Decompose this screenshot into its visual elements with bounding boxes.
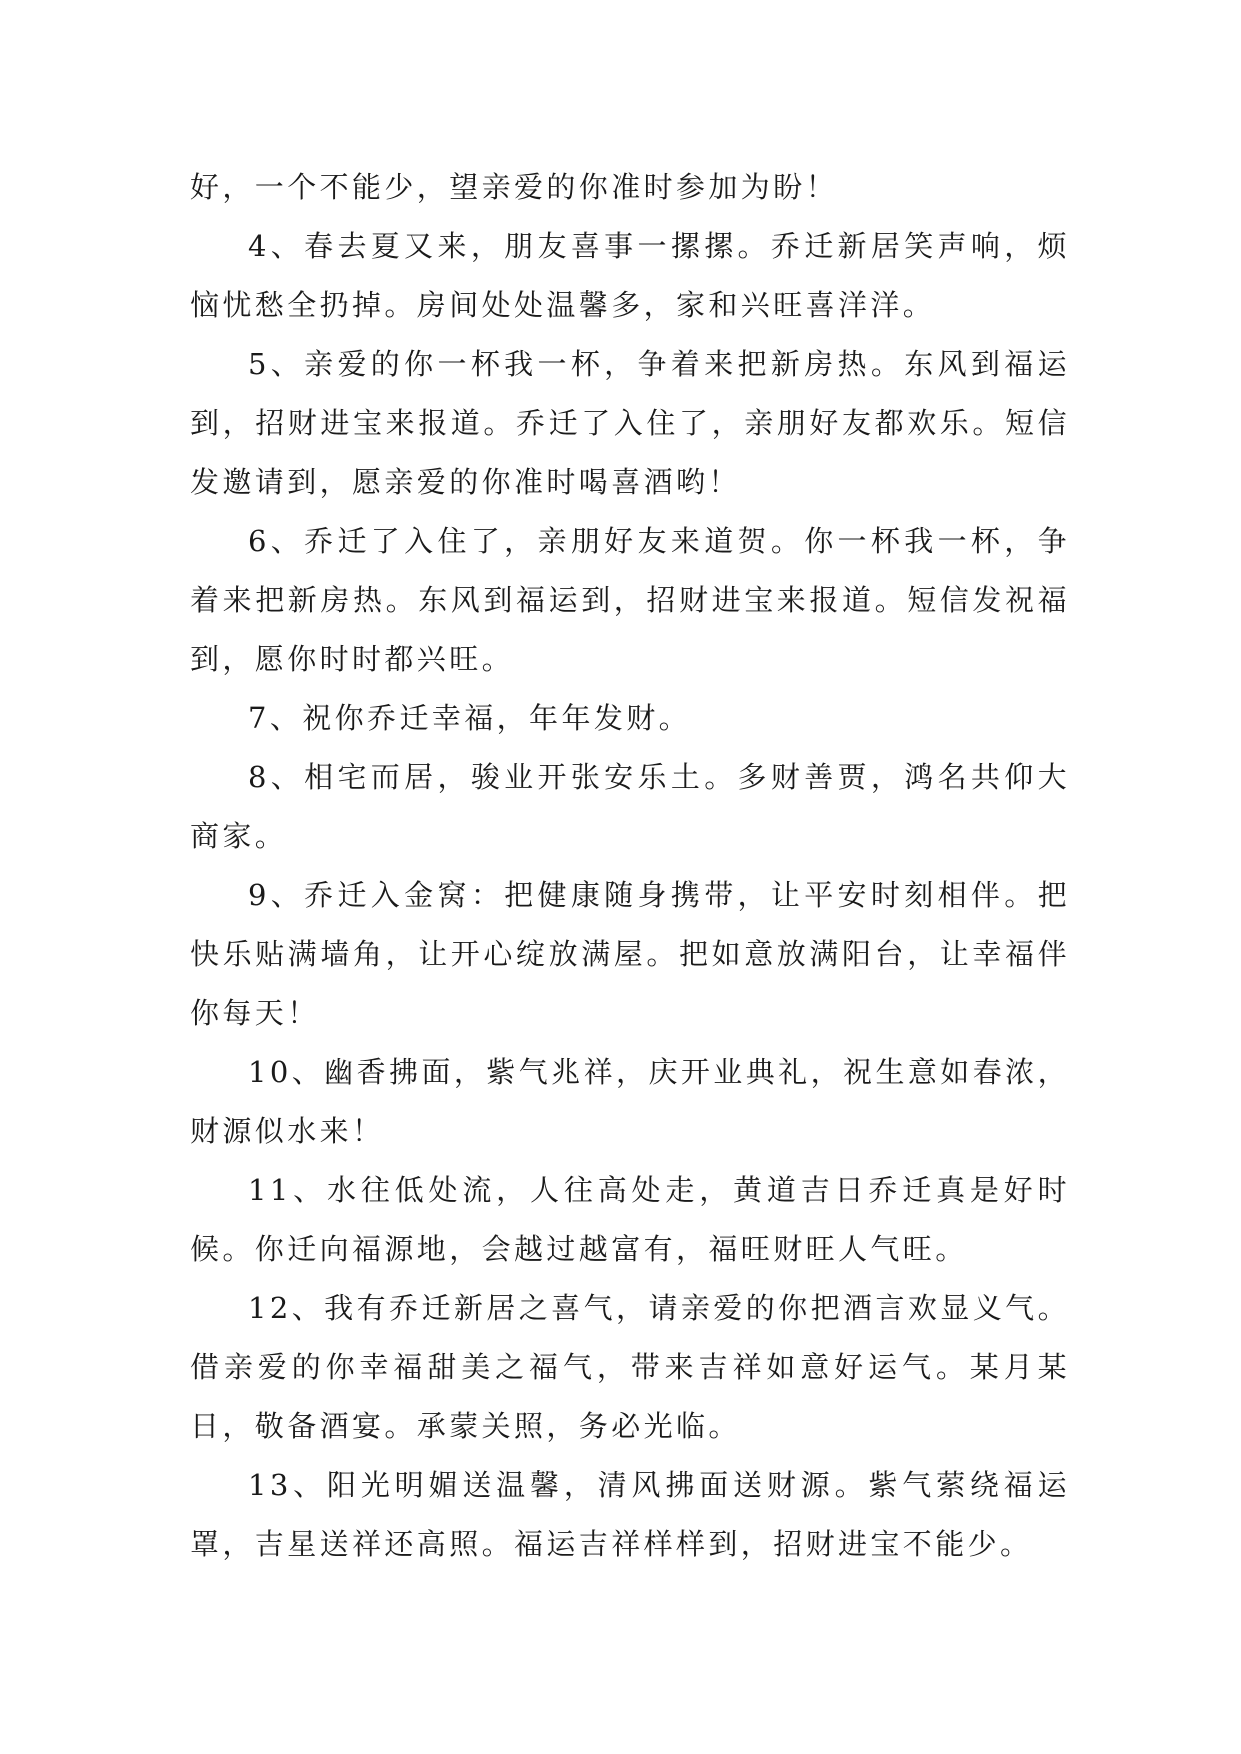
document-body	[190, 158, 1070, 1574]
paragraph-10: 10、幽香拂面，紫气兆祥，庆开业典礼，祝生意如春浓，财源似水来！	[190, 1055, 1070, 1148]
paragraph-5: 5、亲爱的你一杯我一杯，争着来把新房热。东风到福运到，招财进宝来报道。乔迁了入住了，亲朋好友都欢乐。短信发邀请到，愿亲爱的你准时喝喜酒哟！	[190, 347, 1070, 499]
paragraph-continuation: 好，一个不能少，望亲爱的你准时参加为盼！	[190, 170, 839, 204]
paragraph-9: 9、乔迁入金窝：把健康随身携带，让平安时刻相伴。把快乐贴满墙角，让开心绽放满屋。把如意放满阳台，让幸福伴你每天！	[190, 878, 1070, 1030]
paragraph-11: 11、水往低处流，人往高处走，黄道吉日乔迁真是好时候。你迁向福源地，会越过越富有，福旺财旺人气旺。	[190, 1173, 1070, 1266]
paragraph-12: 12、我有乔迁新居之喜气，请亲爱的你把酒言欢显义气。借亲爱的你幸福甜美之福气，带来吉祥如意好运气。某月某日，敬备酒宴。承蒙关照，务必光临。	[190, 1291, 1070, 1443]
paragraph-13: 13、阳光明媚送温馨，清风拂面送财源。紫气萦绕福运罩，吉星送祥还高照。福运吉祥样样到，招财进宝不能少。	[190, 1468, 1070, 1561]
paragraph-8: 8、相宅而居，骏业开张安乐土。多财善贾，鸿名共仰大商家。	[190, 760, 1070, 853]
paragraph-4: 4、春去夏又来，朋友喜事一摞摞。乔迁新居笑声响，烦恼忧愁全扔掉。房间处处温馨多，家和兴旺喜洋洋。	[190, 229, 1070, 322]
paragraph-7: 7、祝你乔迁幸福，年年发财。	[248, 701, 692, 735]
paragraph-6: 6、乔迁了入住了，亲朋好友来道贺。你一杯我一杯，争着来把新房热。东风到福运到，招财进宝来报道。短信发祝福到，愿你时时都兴旺。	[190, 524, 1070, 676]
